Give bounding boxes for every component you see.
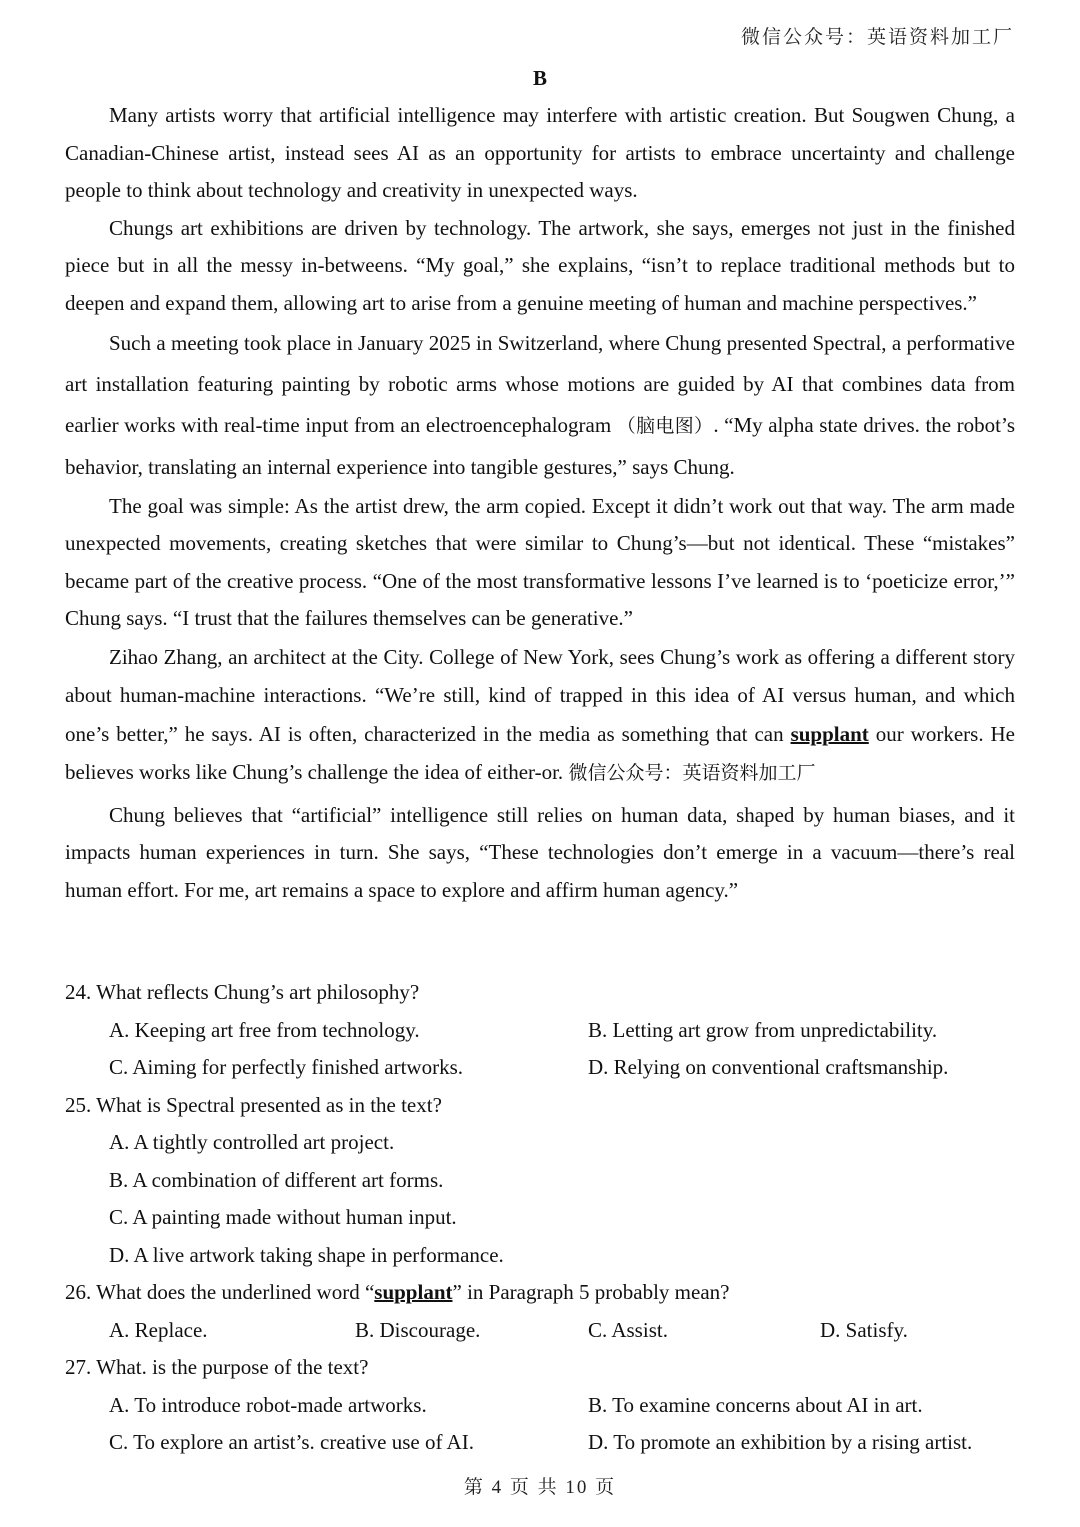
paragraph-2: Chungs art exhibitions are driven by technology. The artwork, she says, emerges not just in the finished piece but in all the messy in-betweens. “My goal,” she explains, “isn’t to replace traditional methods but to deepen and expand them, allowing art to arise from a genuine meeting of human and machine perspectives.” (65, 215, 1015, 315)
question-27-option-a: A. To introduce robot-made artworks. (109, 1392, 427, 1417)
question-26-stem-post: ” in Paragraph 5 probably mean? (452, 1280, 730, 1304)
question-25-option-c-row (65, 1199, 1015, 1237)
question-24-stem: 24. What reflects Chung’s art philosophy? (65, 980, 420, 1004)
underlined-word-supplant: supplant (790, 721, 869, 746)
question-24-option-a: A. Keeping art free from technology. (109, 1017, 420, 1042)
paragraph-1: Many artists worry that artificial intelligence may interfere with artistic creation. But Sougwen Chung, a Canadian-Chinese artist, instead sees AI as an opportunity for artists to embrace uncertainty and challenge people to think about technology and creativity in unexpected ways. (65, 103, 1015, 203)
question-27-options-row-1 (65, 1387, 1015, 1425)
question-25-option-d: D. A live artwork taking shape in performance. (109, 1242, 504, 1267)
question-26-option-d: D. Satisfy. (820, 1317, 908, 1342)
question-27-option-d: D. To promote an exhibition by a rising artist. (588, 1430, 973, 1454)
reading-passage (65, 97, 1015, 909)
question-27-option-c: C. To explore an artist’s. creative use of AI. (109, 1430, 474, 1454)
question-27-options-row-2 (65, 1424, 1015, 1462)
question-26-stem-pre: 26. What does the underlined word “ (65, 1280, 375, 1304)
question-25-option-a: A. A tightly controlled art project. (109, 1130, 395, 1154)
paragraph-3-text-b: . “My alpha state drives. the robot’s behavior, translating an internal experience into tangible gestures,” says Chung. (65, 412, 1015, 479)
question-list (65, 974, 1015, 1462)
paragraph-3 (65, 323, 1015, 488)
question-25-option-b: B. A combination of different art forms. (109, 1167, 444, 1192)
question-25-option-b-row (65, 1162, 1015, 1200)
question-26-option-c: C. Assist. (588, 1317, 668, 1342)
question-24-options-row-2 (65, 1049, 1015, 1087)
paragraph-3-text-a: Such a meeting took place in January 2025 in Switzerland, where Chung presented Spectral, a performative art installation featuring painting by robotic arms whose motions are guided by AI that combines data from earlier works with real-time input from an electroencephalogram (65, 330, 1015, 437)
paragraph-5-text-b: our workers. He believes works like Chung’s challenge the idea of either-or. (65, 721, 1016, 785)
question-26-option-a: A. Replace. (109, 1317, 208, 1342)
page-number-footer: 第 4 页 共 10 页 (463, 1477, 617, 1498)
question-25-stem: 25. What is Spectral presented as in the text? (65, 1092, 442, 1117)
question-27-stem: 27. What. is the purpose of the text? (65, 1355, 369, 1379)
question-24-option-b: B. Letting art grow from unpredictability. (588, 1017, 938, 1042)
paragraph-5-watermark: 微信公众号：英语资料加工厂 (568, 762, 816, 785)
question-27-option-b: B. To examine concerns about AI in art. (588, 1392, 923, 1417)
page-header-watermark: 微信公众号：英语资料加工厂 (740, 27, 1014, 48)
question-25-option-d-row (65, 1237, 1015, 1275)
question-26-stem (65, 1274, 1015, 1312)
paragraph-4: The goal was simple: As the artist drew, the arm copied. Except it didn’t work out that way. The arm made unexpected movements, creating sketches that were similar to Chung’s—but not identical. These “mistakes” became part of the creative process. “One of the most transformative lessons I’ve learned is to ‘poeticize error,’” Chung says. “I trust that the failures themselves can be generative.” (65, 493, 1015, 631)
question-25-option-c: C. A painting made without human input. (109, 1205, 457, 1229)
question-24-option-c: C. Aiming for perfectly finished artworks. (109, 1055, 464, 1079)
section-title: B (532, 66, 547, 90)
question-24-option-d: D. Relying on conventional craftsmanship. (588, 1055, 949, 1079)
paragraph-5-text-a: Zihao Zhang, an architect at the City. College of New York, sees Chung’s work as offering a different story about human-machine interactions. “We’re still, kind of trapped in this idea of AI versus human, and which one’s better,” he says. AI is often, characterized in the media as something that can (65, 644, 1015, 746)
paragraph-6: Chung believes that “artificial” intelligence still relies on human data, shaped by human biases, and it impacts human experiences in turn. She says, “These technologies don’t emerge in a vacuum—there’s real human effort. For me, art remains a space to explore and affirm human agency.” (65, 802, 1015, 902)
question-26-option-b: B. Discourage. (355, 1317, 481, 1342)
question-24-options-row-1 (65, 1012, 1015, 1050)
question-25-option-a-row (65, 1124, 1015, 1162)
question-26-options-row (65, 1312, 1015, 1350)
question-26-underlined-word: supplant (374, 1280, 453, 1304)
paragraph-3-chinese-gloss: （脑电图） (616, 414, 714, 437)
paragraph-5 (65, 638, 1015, 793)
